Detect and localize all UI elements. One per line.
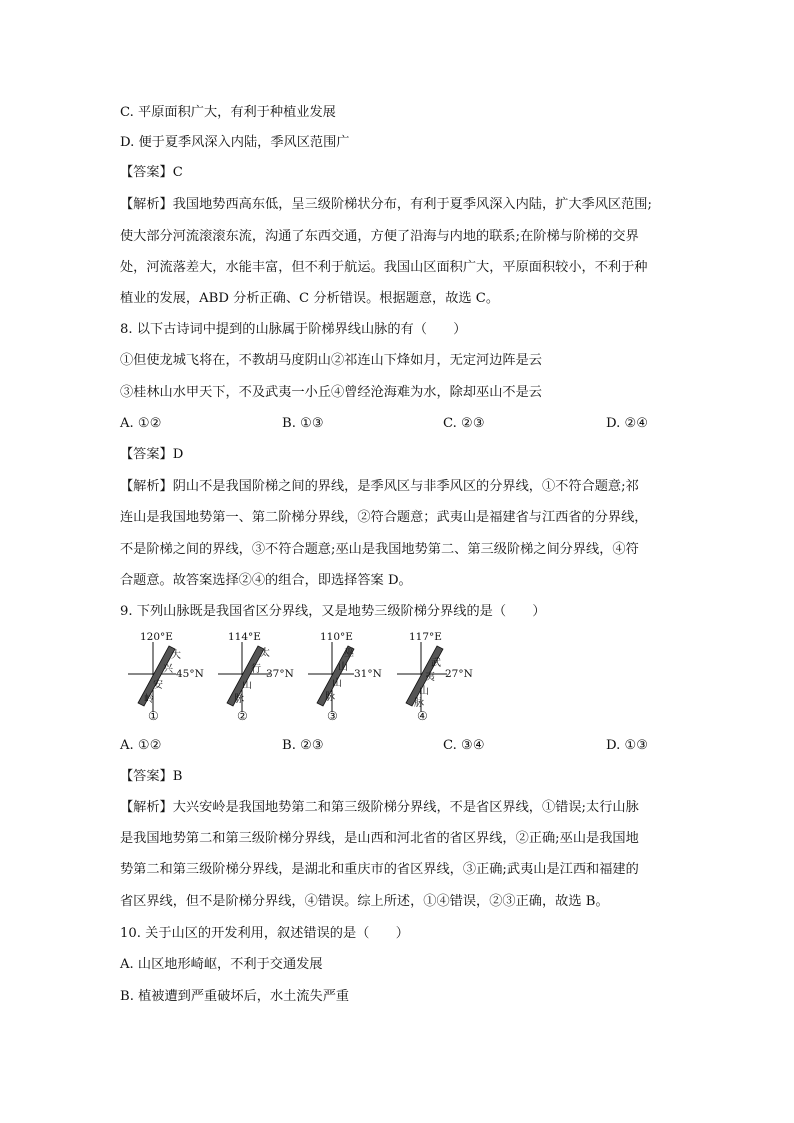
option-c-line: C. 平原面积广大，有利于种植业发展 [120,105,336,120]
range-char: 山 [332,678,342,689]
range-char: 山 [419,686,429,697]
analysis-line: 【解析】大兴安岭是我国地势第二和第三级阶梯分界线，不是省区界线，①错误;太行山脉 [120,800,639,815]
analysis-line: 势第二和第三级阶梯分界线，是湖北和重庆市的省区界线，③正确;武夷山是江西和福建的 [120,862,639,877]
range-char: 武 [431,658,441,669]
q9-option-b: B. ②③ [282,738,324,753]
q9-option-d: D. ①③ [606,738,649,753]
range-char: 夷 [425,672,435,683]
latitude-label: 45°N [176,668,204,680]
q8-option-b: B. ①③ [282,416,324,431]
range-char: 巫 [344,648,354,659]
range-char: 山 [242,680,252,691]
q10-option-b: B. 植被遭到严重破坏后，水土流失严重 [120,989,350,1004]
analysis-line: 植业的发展，ABD 分析正确、C 分析错误。根据题意，故选 C。 [120,291,500,306]
range-char: 脉 [234,694,244,705]
analysis-line: 【解析】阴山不是我国阶梯之间的界线，是季风区与非季风区的分界线，①不符合题意;祁 [120,479,639,494]
latitude-label: 31°N [354,668,382,680]
q8-option-c: C. ②③ [443,416,485,431]
diagram-number: ① [148,709,159,723]
latitude-label: 27°N [445,668,473,680]
q9-option-c: C. ③④ [443,738,485,753]
longitude-label: 114°E [228,631,261,643]
mountain-diagram-1 [128,628,210,724]
range-char: 太 [260,648,270,659]
q8-option-a: A. ①② [120,416,162,431]
analysis-line: 不是阶梯之间的界线，③不符合题意;巫山是我国地势第二、第三级阶梯之间分界线，④符 [120,542,639,557]
longitude-label: 110°E [320,631,353,643]
range-char: 脉 [414,698,424,709]
question-10: 10. 关于山区的开发利用，叙述错误的是（ ） [120,926,409,941]
analysis-line: 合题意。故答案选择②④的组合，即选择答案 D。 [120,573,412,588]
mountain-diagram-3 [300,628,382,724]
analysis-line: 连山是我国地势第一、第二阶梯分界线，②符合题意；武夷山是福建省与江西省的分界线， [120,510,648,525]
mountain-diagram-2 [210,628,292,724]
option-d-line: D. 便于夏季风深入内陆，季风区范围广 [120,135,350,150]
diagram-number: ② [237,709,248,723]
answer-line: 【答案】B [120,769,183,784]
range-char: 脉 [325,692,335,703]
analysis-line: 省区界线，但不是阶梯分界线，④错误。综上所述，①④错误，②③正确，故选 B。 [120,894,609,909]
diagram-number: ③ [327,709,338,723]
longitude-label: 117°E [409,631,442,643]
range-char: 行 [251,664,261,675]
question-8-stem: ③桂林山水甲天下，不及武夷一小丘④曾经沧海难为水，除却巫山不是云 [120,385,542,400]
latitude-label: 37°N [266,668,294,680]
diagram-number: ④ [417,709,428,723]
range-char: 大 [171,650,181,661]
analysis-line: 处，河流落差大，水能丰富，但不利于航运。我国山区面积广大，平原面积较小，不利于种 [120,260,648,275]
question-8-stem: ①但使龙城飞将在，不教胡马度阴山②祁连山下烽如月，无定河边阵是云 [120,353,542,368]
answer-line: 【答案】C [120,165,183,180]
question-9: 9. 下列山脉既是我国省区分界线，又是地势三级阶梯分界线的是（ ） [120,604,546,619]
range-char: 兴 [163,664,173,675]
q10-option-a: A. 山区地形崎岖，不利于交通发展 [120,957,323,972]
analysis-line: 是我国地势第二和第三级阶梯分界线，是山西和河北省的省区界线，②正确;巫山是我国地 [120,831,639,846]
range-char: 岭 [144,694,154,705]
range-char: 安 [153,680,163,691]
mountain-diagram-4 [393,628,475,724]
answer-line: 【答案】D [120,447,184,462]
q8-option-d: D. ②④ [606,416,649,431]
range-char: 山 [338,662,348,673]
analysis-line: 使大部分河流滚滚东流，沟通了东西交通，方便了沿海与内地的联系;在阶梯与阶梯的交界 [120,229,639,244]
q9-option-a: A. ①② [120,738,162,753]
question-8: 8. 以下古诗词中提到的山脉属于阶梯界线山脉的有（ ） [120,322,467,337]
longitude-label: 120°E [140,631,173,643]
analysis-line: 【解析】我国地势西高东低，呈三级阶梯状分布，有利于夏季风深入内陆，扩大季风区范围; [120,197,652,212]
